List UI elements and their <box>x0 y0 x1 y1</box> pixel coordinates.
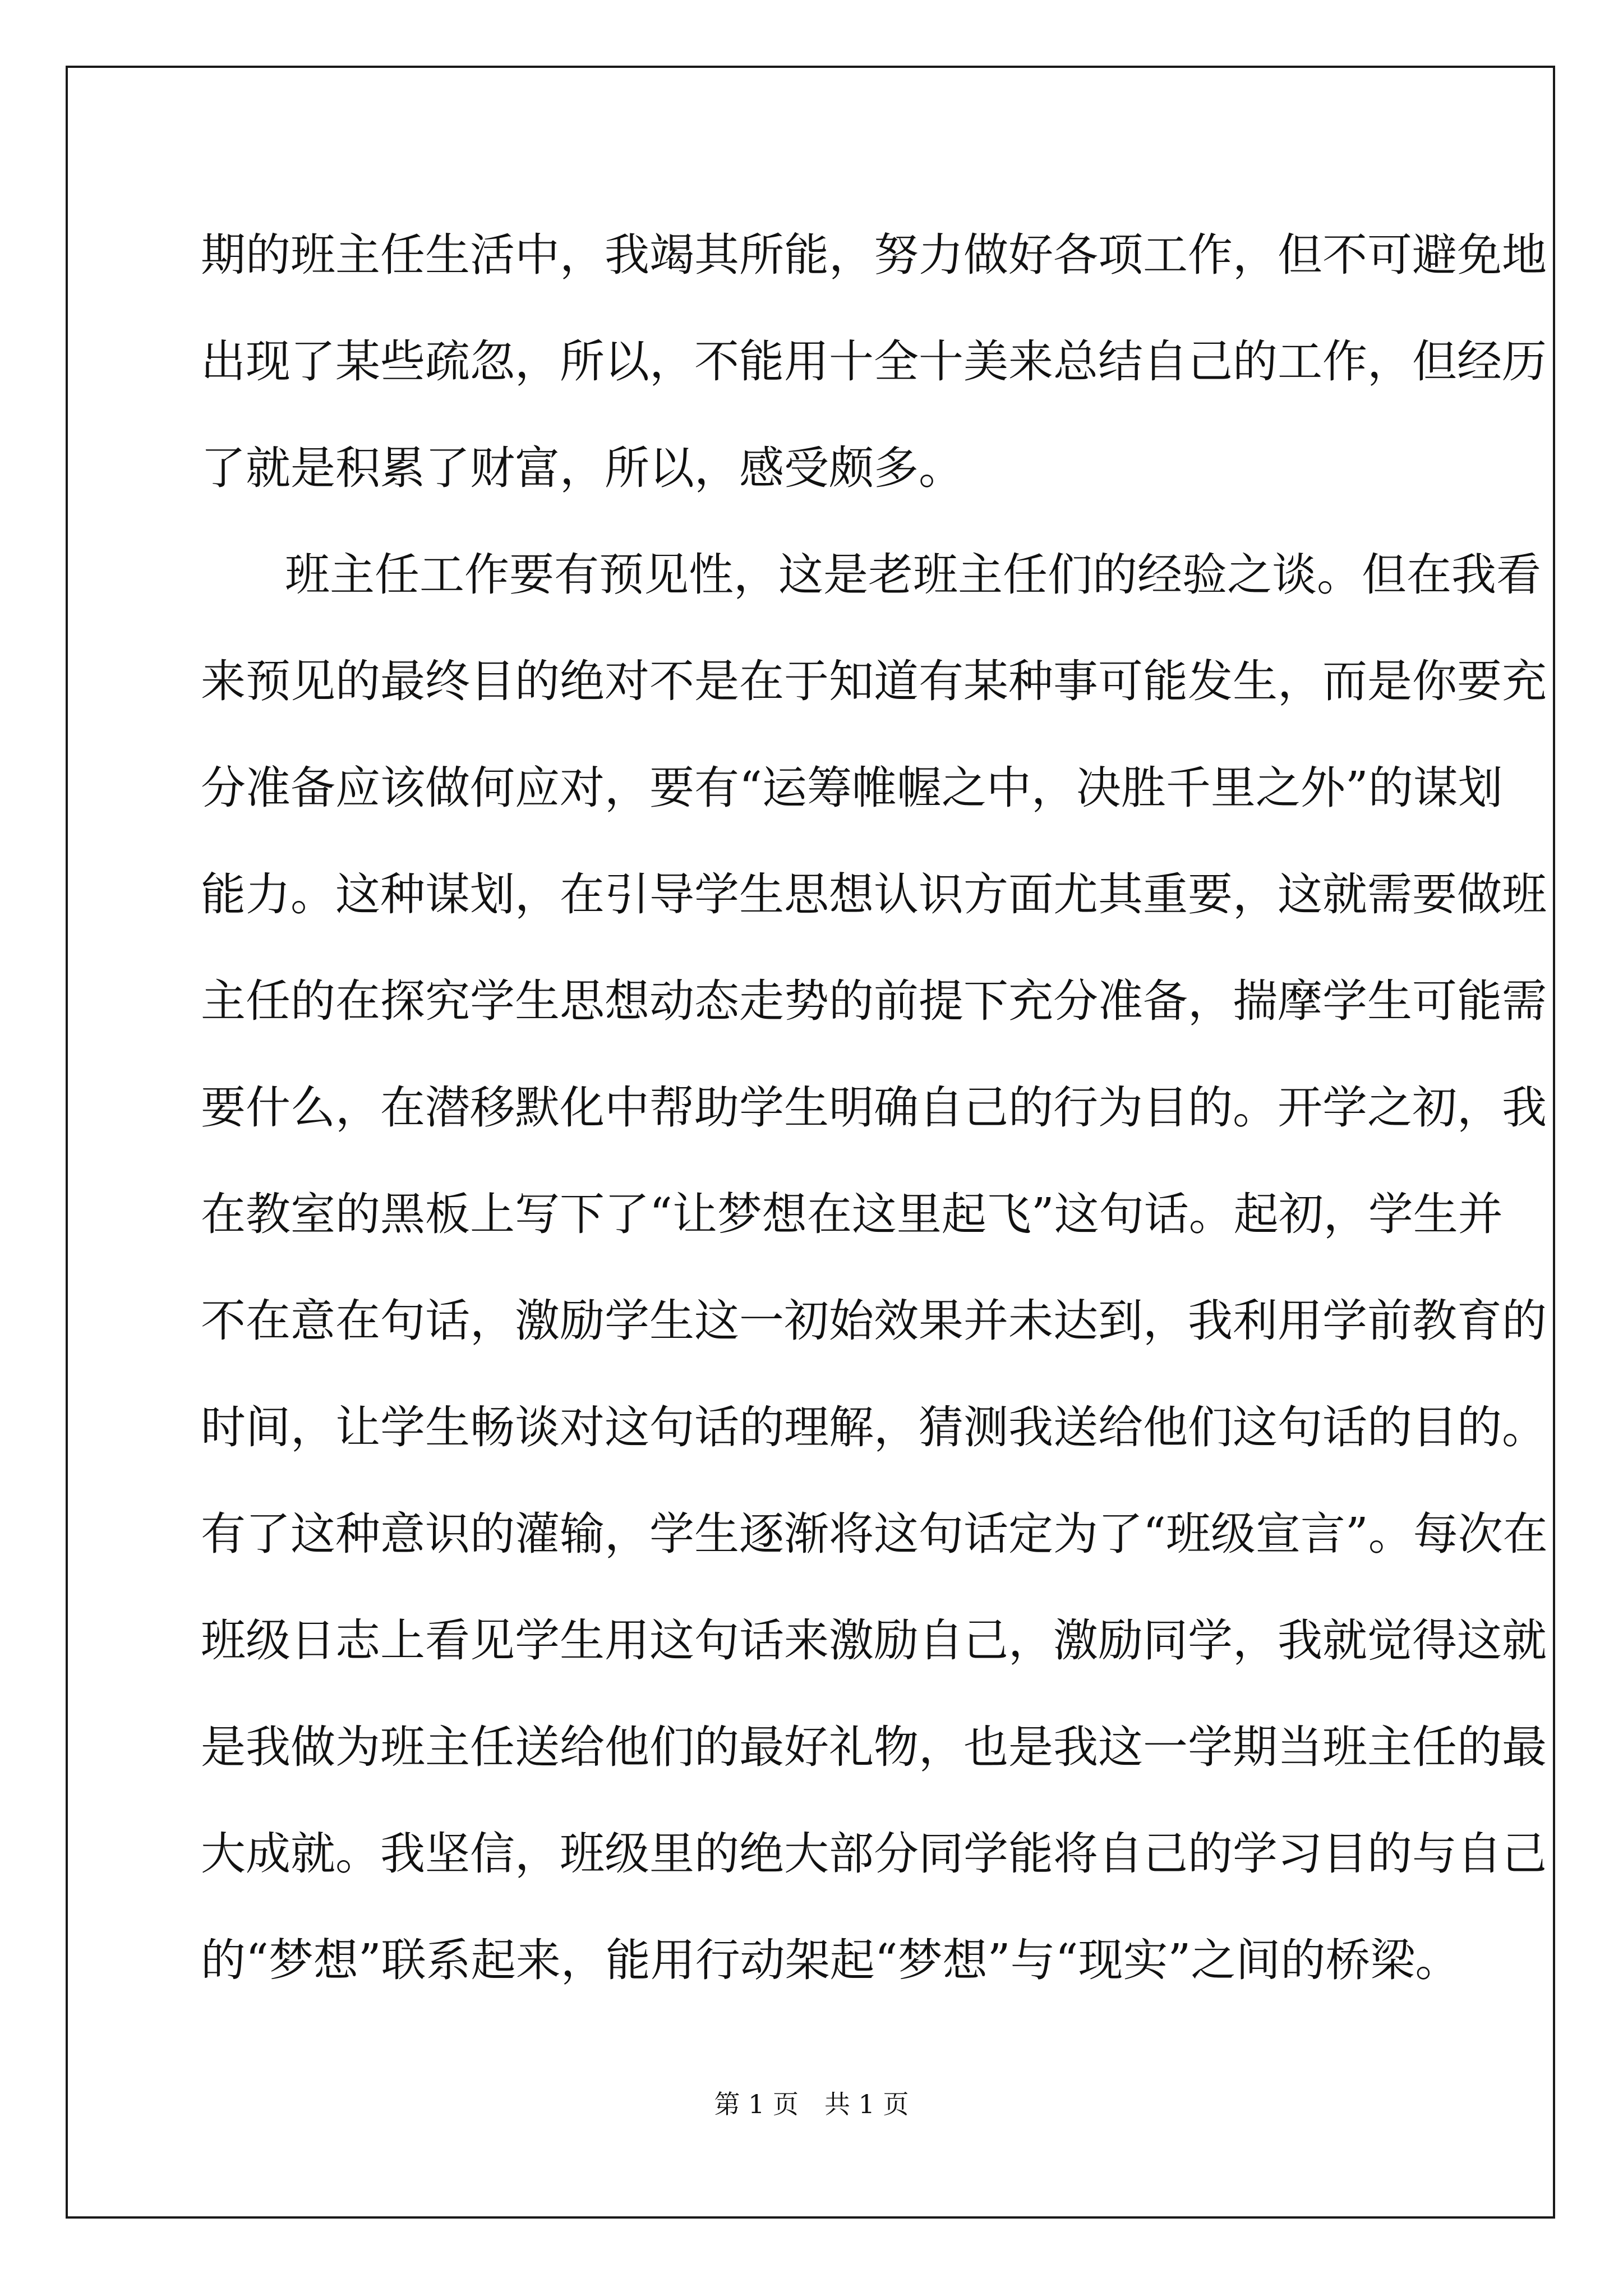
paragraph-2-line-2: 来预见的最终目的绝对不是在于知道有某种事可能发生，而是你要充 <box>201 655 1547 707</box>
paragraph-2-line-6: 要什么，在潜移默化中帮助学生明确自己的行为目的。开学之初，我 <box>201 1082 1547 1134</box>
paragraph-2-line-14: 的“梦想”联系起来，能用行动架起“梦想”与“现实”之间的桥梁。 <box>201 1934 1460 1986</box>
paragraph-2-line-13: 大成就。我坚信，班级里的绝大部分同学能将自己的学习目的与自己 <box>201 1828 1547 1880</box>
paragraph-2-line-12: 是我做为班主任送给他们的最好礼物，也是我这一学期当班主任的最 <box>201 1721 1547 1773</box>
page-total-label: 共 1 页 <box>824 2089 909 2119</box>
page-number-label: 第 1 页 <box>714 2089 799 2119</box>
paragraph-2-line-1: 班主任工作要有预见性，这是老班主任们的经验之谈。但在我看 <box>285 549 1541 601</box>
page-footer <box>0 2084 1623 2121</box>
document-body <box>201 202 1548 2014</box>
paragraph-1-line-1: 期的班主任生活中，我竭其所能，努力做好各项工作，但不可避免地 <box>201 229 1547 281</box>
paragraph-2-line-11: 班级日志上看见学生用这句话来激励自己，激励同学，我就觉得这就 <box>201 1614 1547 1667</box>
paragraph-2-line-3: 分准备应该做何应对，要有“运筹帷幄之中，决胜千里之外”的谋划 <box>201 762 1503 814</box>
paragraph-2-line-7: 在教室的黑板上写下了“让梦想在这里起飞”这句话。起初，学生并 <box>201 1188 1503 1240</box>
paragraph-2-line-4: 能力。这种谋划，在引导学生思想认识方面尤其重要，这就需要做班 <box>201 868 1547 921</box>
paragraph-1-line-2: 出现了某些疏忽，所以，不能用十全十美来总结自己的工作，但经历 <box>201 335 1547 388</box>
paragraph-2-line-5: 主任的在探究学生思想动态走势的前提下充分准备，揣摩学生可能需 <box>201 975 1547 1027</box>
paragraph-1-line-3: 了就是积累了财富，所以，感受颇多。 <box>201 442 963 494</box>
paragraph-2-line-8: 不在意在句话，激励学生这一初始效果并未达到，我利用学前教育的 <box>201 1295 1547 1347</box>
paragraph-2-line-10: 有了这种意识的灌输，学生逐渐将这句话定为了“班级宣言”。每次在 <box>201 1508 1548 1560</box>
paragraph-2-line-9: 时间，让学生畅谈对这句话的理解，猜测我送给他们这句话的目的。 <box>201 1401 1547 1453</box>
